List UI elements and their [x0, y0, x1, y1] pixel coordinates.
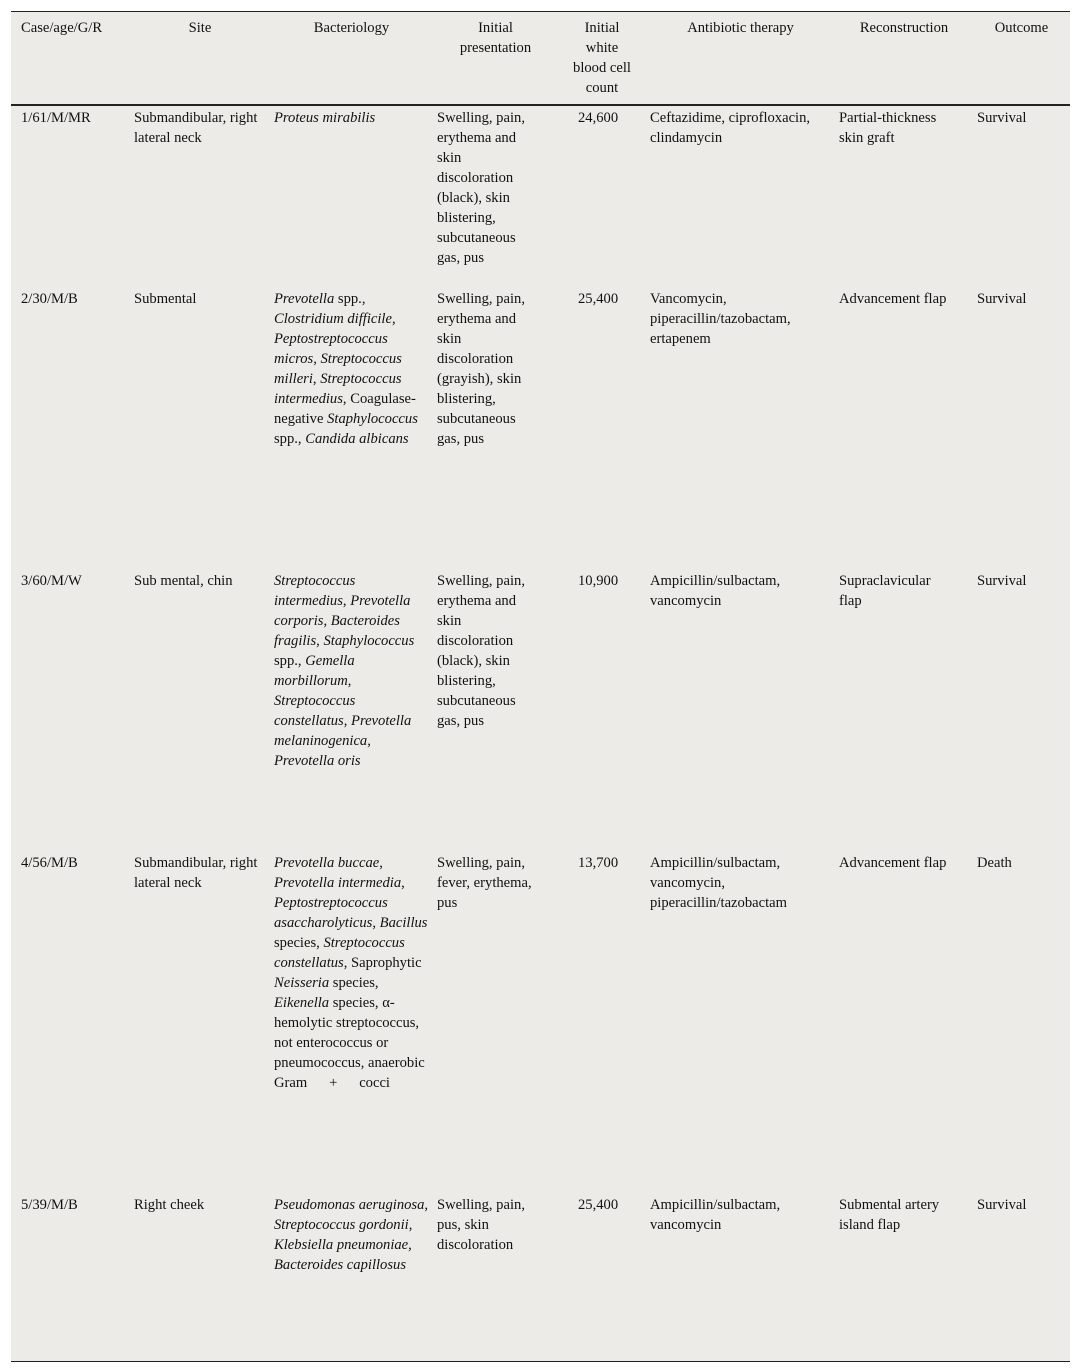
bacteriology-text: spp.,	[274, 431, 306, 447]
header-case: Case/age/G/R	[11, 12, 130, 105]
organism-name: Bacillus	[379, 915, 428, 931]
organism-name: Prevotella corporis	[274, 593, 411, 629]
header-presentation: Initial presentation	[433, 12, 558, 105]
cell-case: 2/30/M/B	[21, 291, 78, 307]
bacteriology-text: ,	[342, 593, 351, 609]
bacteriology-text: ,	[343, 713, 352, 729]
organism-name: Candida albicans	[305, 431, 409, 447]
organism-name: Streptococcus constellatus	[274, 935, 405, 971]
header-bacteriology: Bacteriology	[270, 12, 433, 105]
organism-name: Eikenella	[274, 995, 330, 1011]
cell-antibiotic: Ceftazidime, ciprofloxacin, clindamycin	[650, 110, 811, 146]
organism-name: Neisseria	[274, 975, 330, 991]
bacteriology-text: ,	[313, 351, 321, 367]
cell-wbc: 24,600	[578, 110, 619, 126]
organism-name: Peptostreptococcus micros	[274, 331, 388, 367]
cell-outcome: Death	[977, 855, 1012, 871]
organism-name: Streptococcus constellatus	[274, 693, 356, 729]
cell-bacteriology	[270, 105, 433, 287]
organism-name: Staphylococcus	[323, 633, 415, 649]
bacteriology-text: species, α-hemolytic streptococcus, not enterococcus or pneumococcus, anaerobic	[274, 995, 425, 1071]
cell-presentation: Swelling, pain, erythema and skin discoloration (black), skin blistering, subcutaneous gas, pus	[437, 573, 525, 729]
organism-name: Bacteroides capillosus	[274, 1257, 406, 1273]
organism-name: Clostridium difficile	[274, 311, 392, 327]
cell-case: 4/56/M/B	[21, 855, 78, 871]
cell-presentation: Swelling, pain, erythema and skin discoloration (black), skin blistering, subcutaneous gas, pus	[437, 110, 525, 266]
header-wbc: Initial white blood cell count	[558, 12, 646, 105]
cell-bacteriology	[270, 569, 433, 851]
cell-reconstruction: Partial-thickness skin graft	[839, 110, 937, 146]
organism-name: Peptostreptococcus asaccharolyticus	[274, 895, 388, 931]
bacteriology-text: ,	[347, 673, 352, 689]
bacteriology-text: ,	[408, 1237, 412, 1253]
cell-reconstruction: Supraclavicular flap	[839, 573, 931, 609]
bacteriology-text: ,	[312, 371, 321, 387]
bacteriology-tail	[274, 1073, 390, 1093]
bacteriology-text: , Coagulase-negative	[274, 391, 416, 427]
cell-reconstruction: Submental artery island flap	[839, 1197, 940, 1233]
organism-name: Prevotella	[274, 291, 335, 307]
table-row	[11, 851, 1070, 1193]
cell-wbc: 10,900	[578, 573, 619, 589]
cell-antibiotic: Ampicillin/sulbactam, vancomycin	[650, 1197, 781, 1233]
organism-name: Prevotella melaninogenica	[274, 713, 412, 749]
cell-antibiotic: Vancomycin, piperacillin/tazobactam, ertapenem	[650, 291, 791, 347]
bacteriology-text: spp.,	[334, 291, 366, 307]
organism-name: Pseudomonas aeruginosa	[274, 1197, 425, 1213]
cell-bacteriology	[270, 851, 433, 1193]
header-outcome: Outcome	[973, 12, 1070, 105]
organism-name: Prevotella intermedia	[274, 875, 402, 891]
cell-case: 3/60/M/W	[21, 573, 82, 589]
case-table	[11, 12, 1070, 1363]
organism-name: Streptococcus milleri	[274, 351, 402, 387]
cell-presentation: Swelling, pain, pus, skin discoloration	[437, 1197, 525, 1253]
bacteriology-text: ,	[424, 1197, 429, 1213]
cell-antibiotic: Ampicillin/sulbactam, vancomycin, piperacillin/tazobactam	[650, 855, 787, 911]
cell-outcome: Survival	[977, 1197, 1027, 1213]
bacteriology-text: ,	[367, 733, 371, 749]
organism-name: Klebsiella pneumoniae	[274, 1237, 409, 1253]
cell-outcome: Survival	[977, 291, 1027, 307]
bacteriology-text: ,	[316, 633, 324, 649]
bacteriology-text: spp.,	[274, 653, 306, 669]
organism-name: Gemella morbillorum	[274, 653, 355, 689]
bacteriology-text: ,	[323, 613, 331, 629]
table-row	[11, 105, 1070, 287]
case-table-container	[11, 11, 1070, 1362]
organism-name: Prevotella oris	[274, 753, 361, 769]
cell-reconstruction: Advancement flap	[839, 291, 947, 307]
cell-site: Sub mental, chin	[134, 573, 233, 589]
cell-site: Submandibular, right lateral neck	[134, 855, 258, 891]
cell-antibiotic: Ampicillin/sulbactam, vancomycin	[650, 573, 781, 609]
header-reconstruction: Reconstruction	[835, 12, 973, 105]
bacteriology-tail-word: cocci	[359, 1075, 390, 1091]
bacteriology-tail-word: Gram	[274, 1075, 308, 1091]
bacteriology-text: species,	[274, 935, 324, 951]
cell-outcome: Survival	[977, 110, 1027, 126]
organism-name: Streptococcus intermedius	[274, 573, 356, 609]
header-antibiotic: Antibiotic therapy	[646, 12, 835, 105]
cell-site: Submandibular, right lateral neck	[134, 110, 258, 146]
bacteriology-text: ,	[391, 311, 396, 327]
table-row	[11, 287, 1070, 569]
cell-bacteriology	[270, 287, 433, 569]
cell-outcome: Survival	[977, 573, 1027, 589]
organism-name: Staphylococcus	[327, 411, 418, 427]
header-row	[11, 12, 1070, 105]
bacteriology-tail-word: +	[329, 1075, 338, 1091]
cell-wbc: 13,700	[578, 855, 619, 871]
cell-bacteriology	[270, 1193, 433, 1363]
bacteriology-text: species,	[329, 975, 379, 991]
organism-name: Streptococcus intermedius	[274, 371, 402, 407]
cell-wbc: 25,400	[578, 1197, 619, 1213]
bacteriology-text: , Saprophytic	[343, 955, 422, 971]
table-row	[11, 569, 1070, 851]
bacteriology-text: ,	[401, 875, 405, 891]
cell-wbc: 25,400	[578, 291, 619, 307]
organism-name: Streptococcus gordonii	[274, 1217, 409, 1233]
table-body	[11, 105, 1070, 1363]
bacteriology-text: ,	[372, 915, 380, 931]
cell-presentation: Swelling, pain, fever, erythema, pus	[437, 855, 532, 911]
organism-name: Bacteroides fragilis	[274, 613, 400, 649]
cell-reconstruction: Advancement flap	[839, 855, 947, 871]
cell-case: 1/61/M/MR	[21, 110, 91, 126]
bacteriology-text: ,	[408, 1217, 413, 1233]
cell-site: Submental	[134, 291, 197, 307]
table-header	[11, 12, 1070, 105]
organism-name: Prevotella buccae	[274, 855, 380, 871]
bacteriology-text: ,	[379, 855, 383, 871]
table-row	[11, 1193, 1070, 1363]
cell-case: 5/39/M/B	[21, 1197, 78, 1213]
cell-site: Right cheek	[134, 1197, 205, 1213]
cell-presentation: Swelling, pain, erythema and skin discoloration (grayish), skin blistering, subcutaneous gas, pus	[437, 291, 525, 447]
organism-name: Proteus mirabilis	[274, 110, 376, 126]
header-site: Site	[130, 12, 270, 105]
